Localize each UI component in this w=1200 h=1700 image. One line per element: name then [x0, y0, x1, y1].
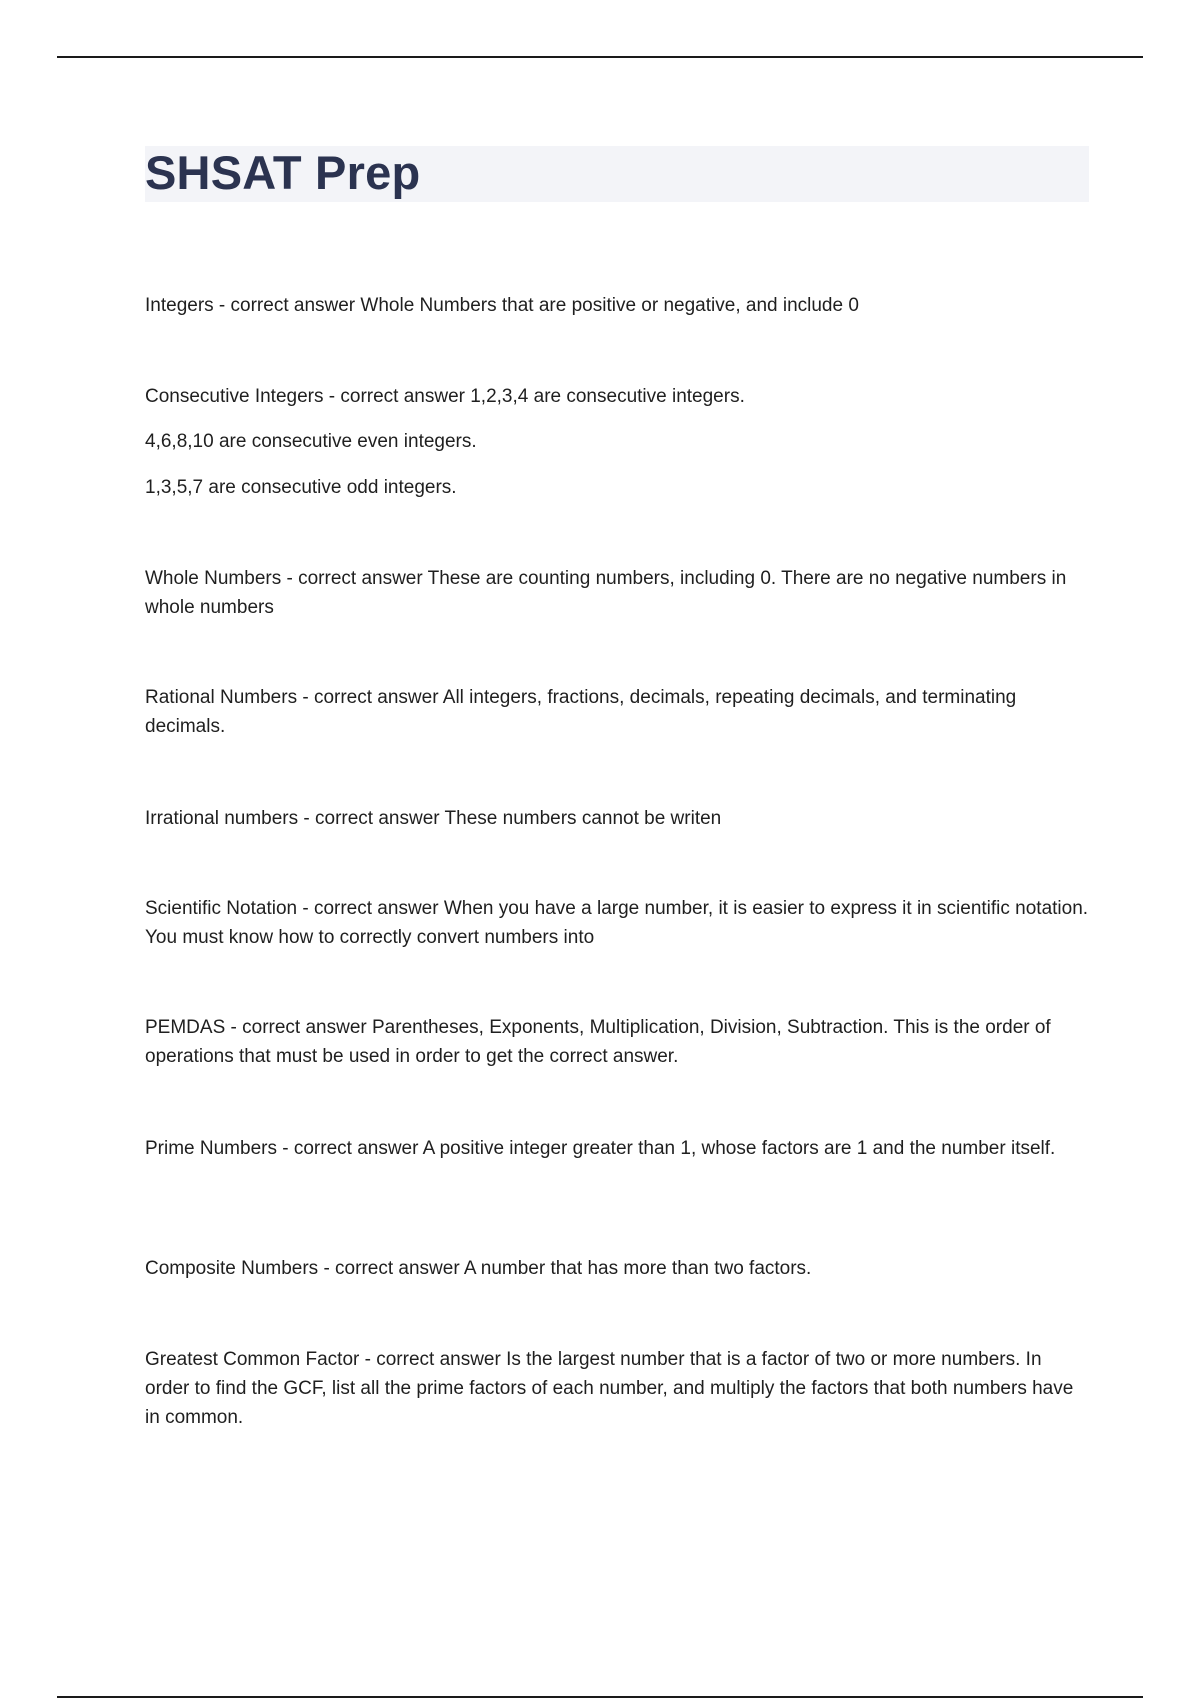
- entry-consecutive-odd: 1,3,5,7 are consecutive odd integers.: [145, 477, 457, 498]
- bottom-rule: [57, 1696, 1143, 1698]
- entry-integers: Integers - correct answer Whole Numbers that are positive or negative, and include 0: [145, 295, 859, 316]
- entry-composite-numbers: Composite Numbers - correct answer A number that has more than two factors.: [145, 1258, 812, 1279]
- entry-consecutive-integers: Consecutive Integers - correct answer 1,2,3,4 are consecutive integers.: [145, 386, 745, 407]
- entry-consecutive-even: 4,6,8,10 are consecutive even integers.: [145, 431, 477, 452]
- top-rule: [57, 56, 1143, 58]
- entry-irrational-numbers: Irrational numbers - correct answer These numbers cannot be writen: [145, 808, 722, 829]
- entry-greatest-common-factor: Greatest Common Factor - correct answer Is the largest number that is a factor of two or more numbers. In order to find the GCF, list all the prime factors of each number, and multiply the factors that both numbers have in common.: [145, 1349, 1074, 1428]
- document-title: SHSAT Prep: [145, 146, 421, 199]
- entry-pemdas: PEMDAS - correct answer Parentheses, Exponents, Multiplication, Division, Subtraction. This is the order of operations that must be used in order to get the correct answer.: [145, 1017, 1051, 1067]
- entry-rational-numbers: Rational Numbers - correct answer All integers, fractions, decimals, repeating decimals, and terminating decimals.: [145, 687, 1017, 737]
- entry-prime-numbers: Prime Numbers - correct answer A positive integer greater than 1, whose factors are 1 and the number itself.: [145, 1138, 1056, 1159]
- entry-whole-numbers: Whole Numbers - correct answer These are counting numbers, including 0. There are no negative numbers in whole numbers: [145, 568, 1067, 618]
- entry-scientific-notation: Scientific Notation - correct answer When you have a large number, it is easier to express it in scientific notation. You must know how to correctly convert numbers into: [145, 898, 1089, 948]
